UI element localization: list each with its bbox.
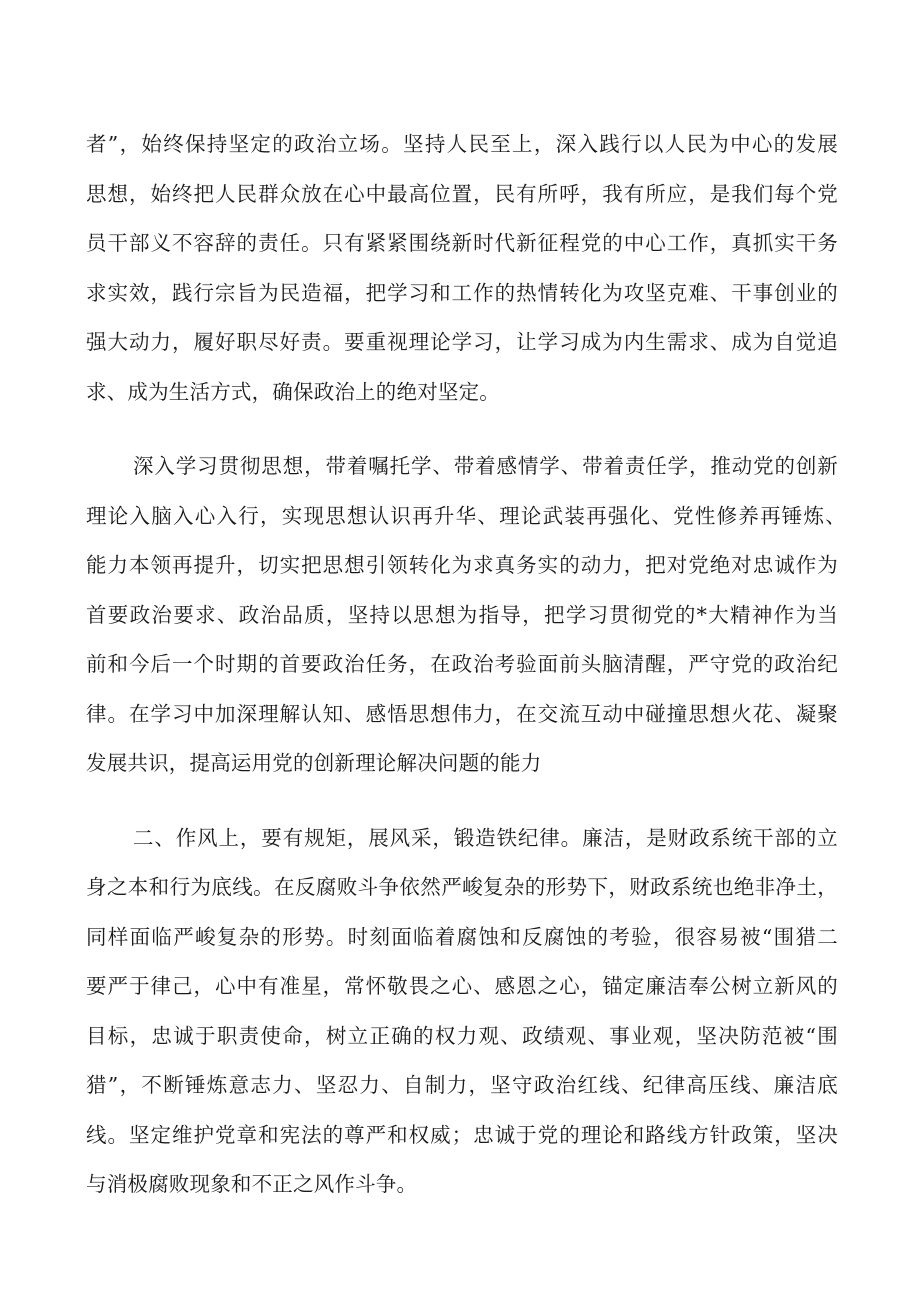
paragraph-line: 者”，始终保持坚定的政治立场。坚持人民至上，深入践行以人民为中心的发展 bbox=[86, 132, 838, 156]
paragraph-line: 与消极腐败现象和不正之风作斗争。 bbox=[86, 1172, 418, 1196]
paragraph-line: 求实效，践行宗旨为民造福，把学习和工作的热情转化为攻坚克难、干事创业的 bbox=[86, 281, 838, 305]
paragraph-line: 首要政治要求、政治品质，坚持以思想为指导，把学习贯彻党的*大精神作为当 bbox=[86, 603, 838, 627]
paragraph-line: 员干部义不容辞的责任。只有紧紧围绕新时代新征程党的中心工作，真抓实干务 bbox=[86, 231, 838, 255]
paragraph-line: 要严于律己，心中有准星，常怀敬畏之心、感恩之心，锚定廉洁奉公树立新风的 bbox=[86, 974, 838, 998]
paragraph-line: 强大动力，履好职尽好责。要重视理论学习，让学习成为内生需求、成为自觉追 bbox=[86, 330, 838, 354]
paragraph-line: 前和今后一个时期的首要政治任务，在政治考验面前头脑清醒，严守党的政治纪 bbox=[86, 652, 838, 676]
paragraph-line: 身之本和行为底线。在反腐败斗争依然严峻复杂的形势下，财政系统也绝非净土， bbox=[86, 875, 838, 899]
paragraph-line: 同样面临严峻复杂的形势。时刻面临着腐蚀和反腐蚀的考验，很容易被“围猎二 bbox=[86, 925, 838, 949]
paragraph-line: 目标，忠诚于职责使命，树立正确的权力观、政绩观、事业观，坚决防范被“围 bbox=[86, 1024, 838, 1048]
paragraph-line: 二、作风上，要有规矩，展风采，锻造铁纪律。廉洁，是财政系统干部的立 bbox=[133, 826, 838, 850]
paragraph-line: 理论入脑入心入行，实现思想认识再升华、理论武装再强化、党性修养再锤炼、 bbox=[86, 504, 846, 528]
paragraph-line: 思想，始终把人民群众放在心中最高位置，民有所呼，我有所应，是我们每个党 bbox=[86, 182, 838, 206]
paragraph-line: 求、成为生活方式，确保政治上的绝对坚定。 bbox=[86, 380, 500, 404]
paragraph-line: 线。坚定维护党章和宪法的尊严和权威；忠诚于党的理论和路线方针政策，坚决 bbox=[86, 1123, 838, 1147]
paragraph-line: 律。在学习中加深理解认知、感悟思想伟力，在交流互动中碰撞思想火花、凝聚 bbox=[86, 702, 838, 726]
paragraph-line: 深入学习贯彻思想，带着嘱托学、带着感情学、带着责任学，推动党的创新 bbox=[133, 454, 838, 478]
paragraph-line: 能力本领再提升，切实把思想引领转化为求真务实的动力，把对党绝对忠诚作为 bbox=[86, 553, 838, 577]
paragraph-line: 发展共识，提高运用党的创新理论解决问题的能力 bbox=[86, 751, 542, 775]
paragraph-line: 猎”，不断锤炼意志力、坚忍力、自制力，坚守政治红线、纪律高压线、廉洁底 bbox=[86, 1073, 838, 1097]
